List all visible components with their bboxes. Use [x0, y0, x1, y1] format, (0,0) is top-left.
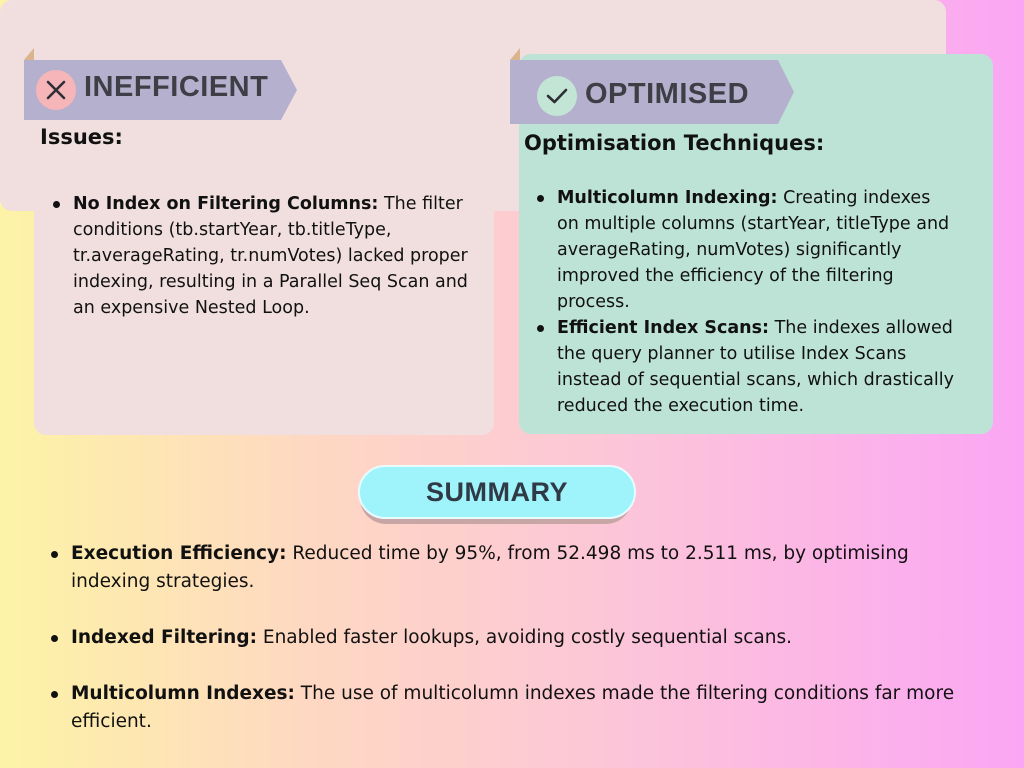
summary-pill	[358, 465, 636, 519]
inefficient-title: INEFFICIENT	[84, 71, 269, 103]
ribbon-fold	[510, 48, 520, 60]
list-item: No Index on Filtering Columns: The filter conditions (tb.startYear, tb.titleType, tr.averageRating, tr.numVotes) lacked proper indexing, resulting in a Parallel Seq Scan and an expensive Nested Loop.	[73, 191, 473, 321]
list-item: Multicolumn Indexes: The use of multicolumn indexes made the filtering conditions far more efficient.	[71, 680, 971, 736]
ribbon-fold	[24, 48, 34, 60]
optimised-title: OPTIMISED	[585, 78, 750, 110]
list-item: Efficient Index Scans: The indexes allowed the query planner to utilise Index Scans instead of sequential scans, which drastically reduced the execution time.	[557, 315, 957, 419]
checkmark-icon	[537, 76, 577, 116]
list-item: Indexed Filtering: Enabled faster lookups, avoiding costly sequential scans.	[71, 624, 971, 652]
summary-list	[71, 540, 971, 764]
optimisation-techniques-heading: Optimisation Techniques:	[524, 131, 825, 155]
list-item: Execution Efficiency: Reduced time by 95%, from 52.498 ms to 2.511 ms, by optimising indexing strategies.	[71, 540, 971, 596]
issues-heading: Issues:	[40, 125, 123, 149]
list-item: Multicolumn Indexing: Creating indexes on multiple columns (startYear, titleType and averageRating, numVotes) significantly improved the efficiency of the filtering process.	[557, 185, 957, 315]
techniques-list	[557, 185, 957, 419]
issues-list	[73, 191, 473, 321]
x-icon	[36, 70, 76, 110]
summary-title: SUMMARY	[426, 476, 568, 507]
